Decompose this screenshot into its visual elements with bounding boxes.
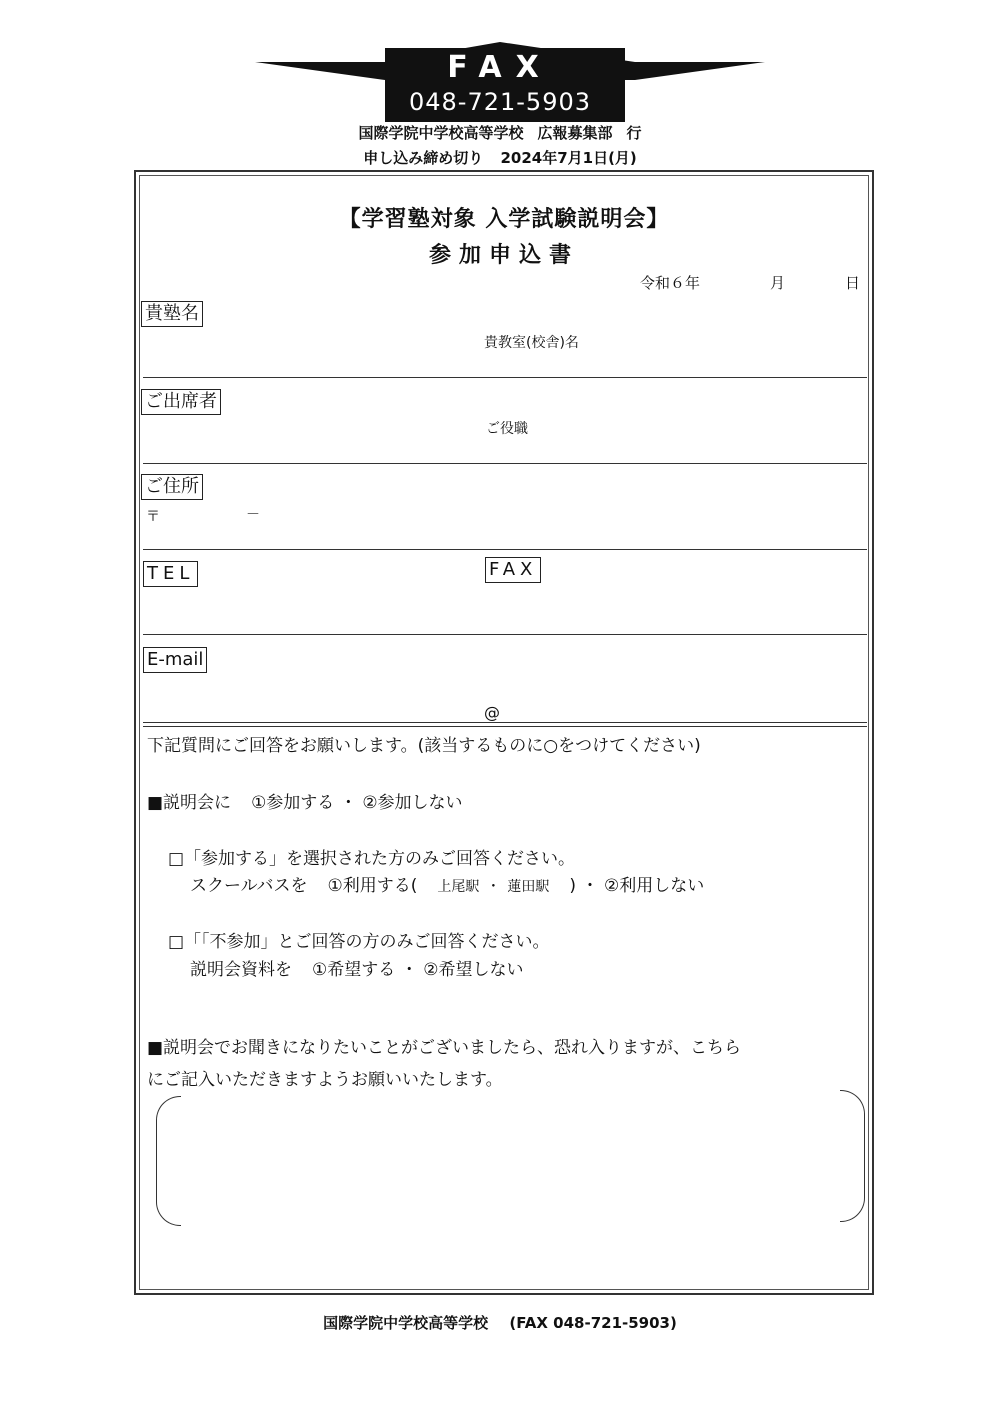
bus-option-not-use[interactable]: ②利用しない xyxy=(604,876,705,896)
bus-option-use[interactable]: ①利用する( xyxy=(327,876,418,896)
attendee-label: ご出席者 xyxy=(141,389,221,415)
form-subtitle: 参加申込書 xyxy=(428,243,579,268)
fax-banner-number: 048-721-5903 xyxy=(408,88,591,116)
q1-option-attend[interactable]: ①参加する xyxy=(251,793,335,813)
footer-school: 国際学院中学校高等学校 xyxy=(323,1314,489,1332)
bus-separator: ・ xyxy=(581,876,599,896)
recipient-dept: 広報募集部 xyxy=(537,124,613,142)
address-line[interactable] xyxy=(143,549,867,550)
bus-row xyxy=(190,871,704,896)
juku-name-label: 貴塾名 xyxy=(141,301,203,327)
deadline-date: 2024年7月1日(月) xyxy=(500,149,637,167)
material-option-not-want[interactable]: ②希望しない xyxy=(423,960,524,980)
bus-station-hasuda[interactable]: 蓮田駅 xyxy=(507,879,550,895)
deadline-line xyxy=(0,147,1000,168)
recipient-line xyxy=(0,122,1000,143)
date-era-year: 令和６年 xyxy=(640,274,701,292)
footer xyxy=(0,1312,1000,1333)
free-text-prompt-2: にご記入いただきますようお願いいたします。 xyxy=(147,1070,503,1090)
postal-mark: 〒 xyxy=(146,509,160,525)
bus-station-ageo[interactable]: 上尾駅 xyxy=(437,879,480,895)
bus-label: スクールバスを xyxy=(190,876,308,896)
postal-dash: － xyxy=(246,507,260,523)
fax-label: FAX xyxy=(485,557,541,583)
free-text-area[interactable] xyxy=(182,1098,838,1222)
free-text-bracket-left xyxy=(156,1096,181,1226)
footer-fax: (FAX 048-721-5903) xyxy=(509,1314,677,1332)
classroom-name-label: 貴教室(校舎)名 xyxy=(484,335,579,351)
questions-intro: 下記質問にご回答をお願いします。(該当するものに○をつけてください) xyxy=(147,736,701,756)
recipient-school: 国際学院中学校高等学校 xyxy=(358,124,524,142)
attend-note: □「参加する」を選択された方のみご回答ください。 xyxy=(168,849,576,869)
attendee-line[interactable] xyxy=(143,463,867,464)
q1-separator: ・ xyxy=(339,793,357,813)
email-line[interactable] xyxy=(143,722,867,723)
form-title: 【学習塾対象 入学試験説明会】 xyxy=(338,207,670,232)
date-day: 日 xyxy=(845,274,861,292)
material-separator: ・ xyxy=(400,960,418,980)
bus-close-paren: ) xyxy=(569,876,576,896)
bus-station-separator: ・ xyxy=(486,879,501,895)
q1-row xyxy=(147,788,463,813)
fax-banner-title: FAX xyxy=(447,50,553,85)
recipient-suffix: 行 xyxy=(626,124,642,142)
email-at-mark: @ xyxy=(484,703,500,722)
material-label: 説明会資料を xyxy=(190,960,292,980)
deadline-label: 申し込み締め切り xyxy=(363,149,484,167)
position-label: ご役職 xyxy=(486,421,528,437)
tel-fax-line[interactable] xyxy=(143,634,867,635)
material-option-want[interactable]: ①希望する xyxy=(312,960,396,980)
absent-note: □「「不参加」とご回答の方のみご回答ください。 xyxy=(168,932,550,952)
juku-name-line[interactable] xyxy=(143,377,867,378)
tel-label: TEL xyxy=(143,561,198,587)
material-row xyxy=(190,955,524,980)
section-divider xyxy=(143,726,867,727)
date-line xyxy=(640,272,860,293)
free-text-prompt-1: ■説明会でお聞きになりたいことがございましたら、恐れ入りますが、こちら xyxy=(147,1038,742,1058)
address-label: ご住所 xyxy=(141,474,203,500)
email-label: E-mail xyxy=(143,647,207,673)
date-month: 月 xyxy=(770,274,786,292)
q1-label: ■説明会に xyxy=(147,793,232,813)
q1-option-not-attend[interactable]: ②参加しない xyxy=(362,793,463,813)
free-text-bracket-right xyxy=(840,1090,865,1222)
